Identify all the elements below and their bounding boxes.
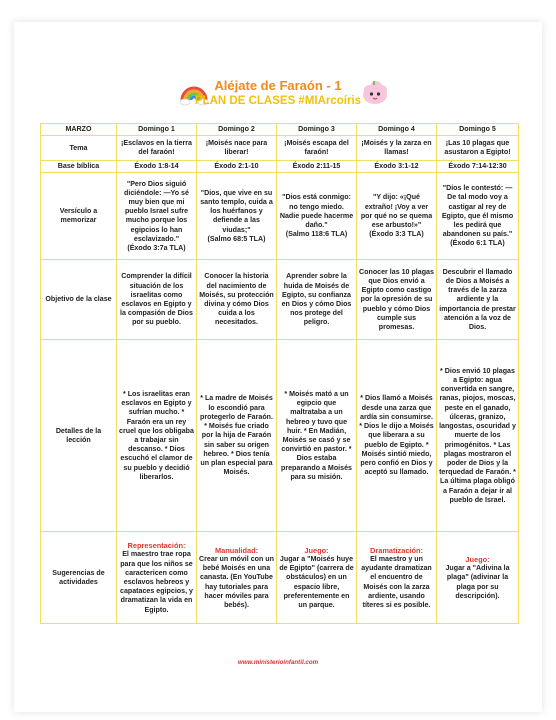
objetivo-cell: Descubrir el llamado de Dios a Moisés a través de la zarza ardiente y la importancia de prestar atención a la voz de Dios. [437,260,519,340]
verse-text: "Pero Dios siguió diciéndole: —Yo sé muy bien que mi pueblo Israel sufre mucho porque los egipcios lo han esclavizado." [124,179,189,243]
activity-text: El maestro y un ayudante dramatizan el encuentro de Moisés con la zarza ardiente, usando títeres si es posible. [361,554,432,609]
activity-text: Jugar a "Moisés huye de Egipto" (carrera de obstáculos) en un espacio libre, preferentemente en un parque. [279,554,354,609]
verse-ref: (Éxodo 3:7a TLA) [127,244,186,253]
row-label-versiculo: Versículo a memorizar [41,173,117,260]
verse-text: "Dios, que vive en su santo templo, cuida a los huérfanos y defiende a las viudas;" [200,188,273,234]
tema-cell: ¡Moisés y la zarza en llamas! [357,136,437,161]
detalles-cell: * Los israelitas eran esclavos en Egipto y sufrían mucho. * Faraón era un rey cruel que los obligaba a trabajar sin descanso. * Dios escuchó el clamor de su pueblo y decidió liberarlos. [117,340,197,532]
lesson-plan-page [14,22,542,712]
activity-type: Juego: [465,554,490,564]
objetivo-cell: Aprender sobre la huida de Moisés de Egipto, su confianza en Dios y cómo Dios nos protege del peligro. [277,260,357,340]
tema-cell: ¡Moisés nace para liberar! [197,136,277,161]
page-subtitle: PLAN DE CLASES #MIArcoíris [194,95,362,107]
activity-type: Dramatización: [370,545,423,555]
page-title: Aléjate de Faraón - 1 [214,78,342,93]
verse-text: "Dios le contestó: —De tal modo voy a castigar al rey de Egipto, que él mismo les pedirá que abandonen su país." [441,184,514,239]
versiculo-cell [117,173,197,260]
base-cell: Éxodo 7:14-12:30 [437,161,519,173]
detalles-cell: * Moisés mató a un egipcio que maltrataba a un hebreo y tuvo que huir. * En Madián, Moisés se casó y se convirtió en pastor. * Dios estaba preparando a Moisés para su misión. [277,340,357,532]
verse-text: "Dios está conmigo: no tengo miedo. Nadie puede hacerme daño." [279,193,354,229]
base-cell: Éxodo 3:1-12 [357,161,437,173]
activity-text: El maestro trae ropa para que los niños se caractericen como esclavos hebreos y capataces egipcios, y dramatizan la vida en Egipto. [120,550,193,614]
detalles-cell: * Dios llamó a Moisés desde una zarza que ardía sin consumirse. * Dios le dijo a Moisés que liberara a su pueblo de Egipto. * Moisés sintió miedo, pero confió en Dios y aceptó su llamado. [357,340,437,532]
header [14,22,542,120]
verse-text: "Y dijo: «¡Qué extraño! ¡Voy a ver por qué no se quema ese arbusto!»" [360,193,433,229]
row-label-tema: Tema [41,136,117,161]
row-label-base: Base bíblica [41,161,117,173]
month-header: MARZO [41,124,117,136]
footer-url[interactable]: www.ministerioinfantil.com [237,659,319,666]
table-row-detalles [41,340,519,532]
table-row-versiculo [41,173,519,260]
sugerencias-cell [117,532,197,624]
base-cell: Éxodo 2:11-15 [277,161,357,173]
verse-ref: (Salmo 68:5 TLA) [207,234,266,243]
detalles-cell: * La madre de Moisés lo escondió para protegerlo de Faraón. * Moisés fue criado por la hija de Faraón sin saber su origen hebreo. * Dios tenía un plan especial para Moisés. [197,340,277,532]
column-header-domingo-4: Domingo 4 [357,124,437,136]
versiculo-cell [357,173,437,260]
table-row-objetivo [41,260,519,340]
activity-text: Crear un móvil con un bebé Moisés en una canasta. (En YouTube hay tutoriales para hacer móviles para bebés). [199,554,274,609]
base-cell: Éxodo 2:1-10 [197,161,277,173]
base-cell: Éxodo 1:8-14 [117,161,197,173]
row-label-detalles: Detalles de la lección [41,340,117,532]
sugerencias-cell [197,532,277,624]
verse-ref: (Éxodo 6:1 TLA) [450,239,505,248]
objetivo-cell: Comprender la difícil situación de los israelitas como esclavos en Egipto y la compasión de Dios por su pueblo. [117,260,197,340]
column-header-domingo-5: Domingo 5 [437,124,519,136]
column-header-domingo-1: Domingo 1 [117,124,197,136]
column-header-domingo-2: Domingo 2 [197,124,277,136]
objetivo-cell: Conocer la historia del nacimiento de Moisés, su protección divina y cómo Dios cuida a los necesitados. [197,260,277,340]
tema-cell: ¡Las 10 plagas que asustaron a Egipto! [437,136,519,161]
tema-cell: ¡Moisés escapa del faraón! [277,136,357,161]
table-row-tema [41,136,519,161]
versiculo-cell [197,173,277,260]
table-row-sugerencias [41,532,519,624]
column-header-domingo-3: Domingo 3 [277,124,357,136]
row-label-sugerencias: Sugerencias de actividades [41,532,117,624]
row-label-objetivo: Objetivo de la clase [41,260,117,340]
tema-cell: ¡Esclavos en la tierra del faraón! [117,136,197,161]
sugerencias-cell [277,532,357,624]
header-row [41,124,519,136]
activity-type: Manualidad: [214,545,259,555]
verse-ref: (Salmo 118:6 TLA) [285,230,348,239]
table-row-base [41,161,519,173]
detalles-cell: * Dios envió 10 plagas a Egipto: agua convertida en sangre, ranas, piojos, moscas, peste en el ganado, úlceras, granizo, langostas, oscuridad y muerte de los primogénitos. * Las plagas mostraron el poder de Dios y la terquedad de Faraón. * La última plaga obligó a Faraón a dejar ir al pueblo de Israel. [437,340,519,532]
activity-type: Juego: [304,545,329,555]
sugerencias-cell [437,532,519,624]
activity-text: Jugar a "Adivina la plaga" (adivinar la plaga por su descripción). [445,564,510,600]
sugerencias-cell [357,532,437,624]
lesson-plan-table [40,123,519,624]
cloud-mascot-icon [360,78,390,108]
versiculo-cell [437,173,519,260]
verse-ref: (Éxodo 3:3 TLA) [369,230,424,239]
activity-type: Representación: [127,541,186,551]
objetivo-cell: Conocer las 10 plagas que Dios envió a Egipto como castigo por la opresión de su pueblo y cómo Dios cumple sus promesas. [357,260,437,340]
versiculo-cell [277,173,357,260]
